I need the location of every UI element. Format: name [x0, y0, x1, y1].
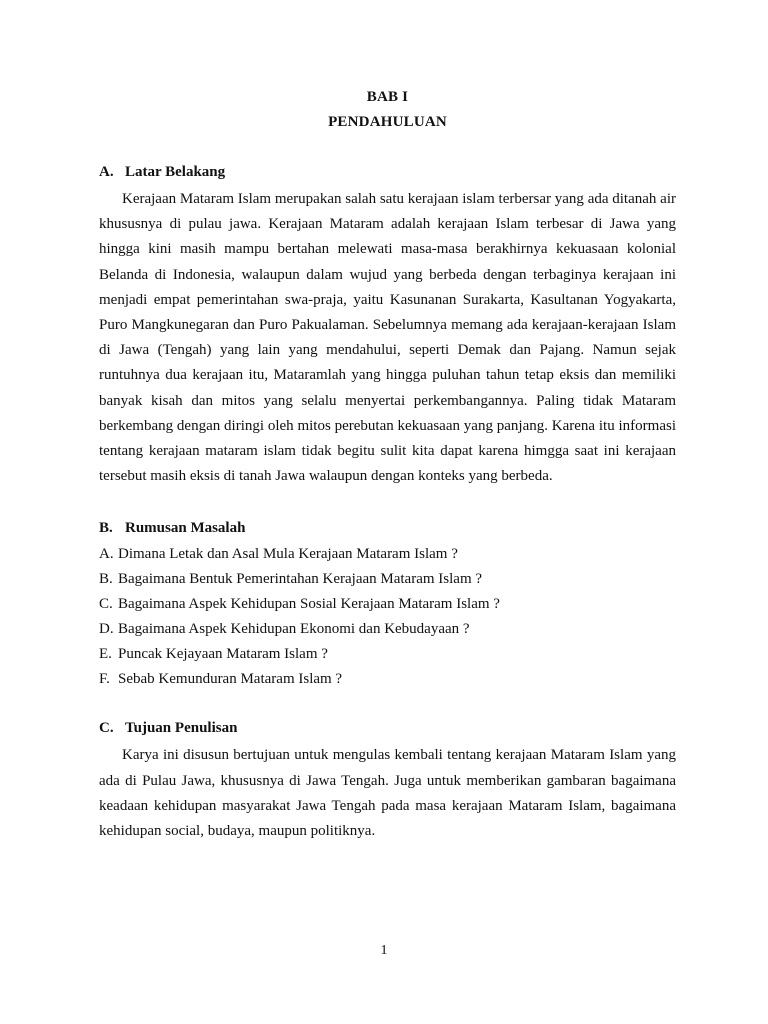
spacer-title-to-section-a: [99, 135, 676, 162]
section-a-title: Latar Belakang: [125, 164, 226, 180]
list-item-text: Bagaimana Aspek Kehidupan Sosial Kerajaan Mataram Islam ?: [118, 596, 500, 613]
list-item-letter: F.: [99, 671, 110, 688]
list-item-text: Sebab Kemunduran Mataram Islam ?: [118, 671, 343, 688]
section-heading-latar-belakang: [99, 162, 676, 182]
list-item-letter: D.: [99, 621, 114, 638]
chapter-subtitle: PENDAHULUAN: [328, 114, 447, 130]
list-item: [99, 542, 676, 567]
section-b-title: Rumusan Masalah: [125, 520, 246, 537]
list-item-text: Bagaimana Aspek Kehidupan Ekonomi dan Kebudayaan ?: [118, 621, 470, 638]
list-item-letter: C.: [99, 596, 113, 613]
list-item-text: Puncak Kejayaan Mataram Islam ?: [118, 646, 328, 663]
spacer-paragraph-a-to-heading-b: [99, 489, 676, 518]
section-heading-rumusan-masalah: [99, 518, 676, 538]
list-item-text: Bagaimana Bentuk Pemerintahan Kerajaan Mataram Islam ?: [118, 571, 483, 588]
list-item-text: Dimana Letak dan Asal Mula Kerajaan Mataram Islam ?: [118, 546, 458, 563]
list-item-letter: B.: [99, 571, 113, 588]
document-body: [99, 85, 676, 844]
paragraph-latar-belakang: Kerajaan Mataram Islam merupakan salah satu kerajaan islam terbersar yang ada ditanah air khususnya di pulau jawa. Kerajaan Mataram adalah kerajaan Islam terbesar di Jawa yang hingga kini masih mampu bertahan melewati masa-masa berakhirnya kekuasaan kolonial Belanda di Indonesia, walaupun dalam wujud yang berbeda dengan terbaginya kerajaan ini menjadi empat pemerintahan swa-praja, yaitu Kasunanan Surakarta, Kasultanan Yogyakarta, Puro Mangkunegaran dan Puro Pakualaman. Sebelumnya memang ada kerajaan-kerajaan Islam di Jawa (Tengah) yang lain yang mendahului, seperti Demak dan Pajang. Namun sejak runtuhnya dua kerajaan itu, Mataramlah yang hingga puluhan tahun tetap eksis dan memiliki banyak kisah dan mitos yang selalu menyertai perkembangannya. Paling tidak Mataram berkembang dengan diringi oleh mitos perebutan kekuasaan yang panjang. Karena itu informasi tentang kerajaan mataram islam tidak begitu sulit kita dapat karena himgga saat ini kerajaan tersebut masih eksis di tanah Jawa walaupun dengan konteks yang berbeda.: [99, 191, 676, 485]
page-number: 1: [380, 943, 388, 958]
chapter-title: BAB I: [366, 89, 409, 105]
list-item: [99, 592, 676, 617]
list-item: [99, 617, 676, 642]
section-c-letter: C.: [99, 720, 114, 737]
paragraph-tujuan-penulisan: Karya ini disusun bertujuan untuk mengulas kembali tentang kerajaan Mataram Islam yang ada di Pulau Jawa, khususnya di Jawa Tengah. Juga untuk memberikan gambaran bagaimana keadaan kehidupan masyarakat Jawa Tengah pada masa kerajaan Mataram Islam, bagaimana kehidupan social, budaya, maupun politiknya.: [99, 747, 676, 840]
section-a-letter: A.: [99, 164, 114, 180]
rumusan-masalah-list: [99, 542, 676, 692]
list-item: [99, 667, 676, 692]
section-b-letter: B.: [99, 520, 113, 537]
list-item: [99, 642, 676, 667]
list-item: [99, 567, 676, 592]
spacer-list-to-heading-c: [99, 692, 676, 718]
section-c-title: Tujuan Penulisan: [125, 720, 238, 737]
list-item-letter: E.: [99, 646, 112, 663]
list-item-letter: A.: [99, 546, 114, 563]
section-heading-tujuan-penulisan: [99, 718, 676, 738]
